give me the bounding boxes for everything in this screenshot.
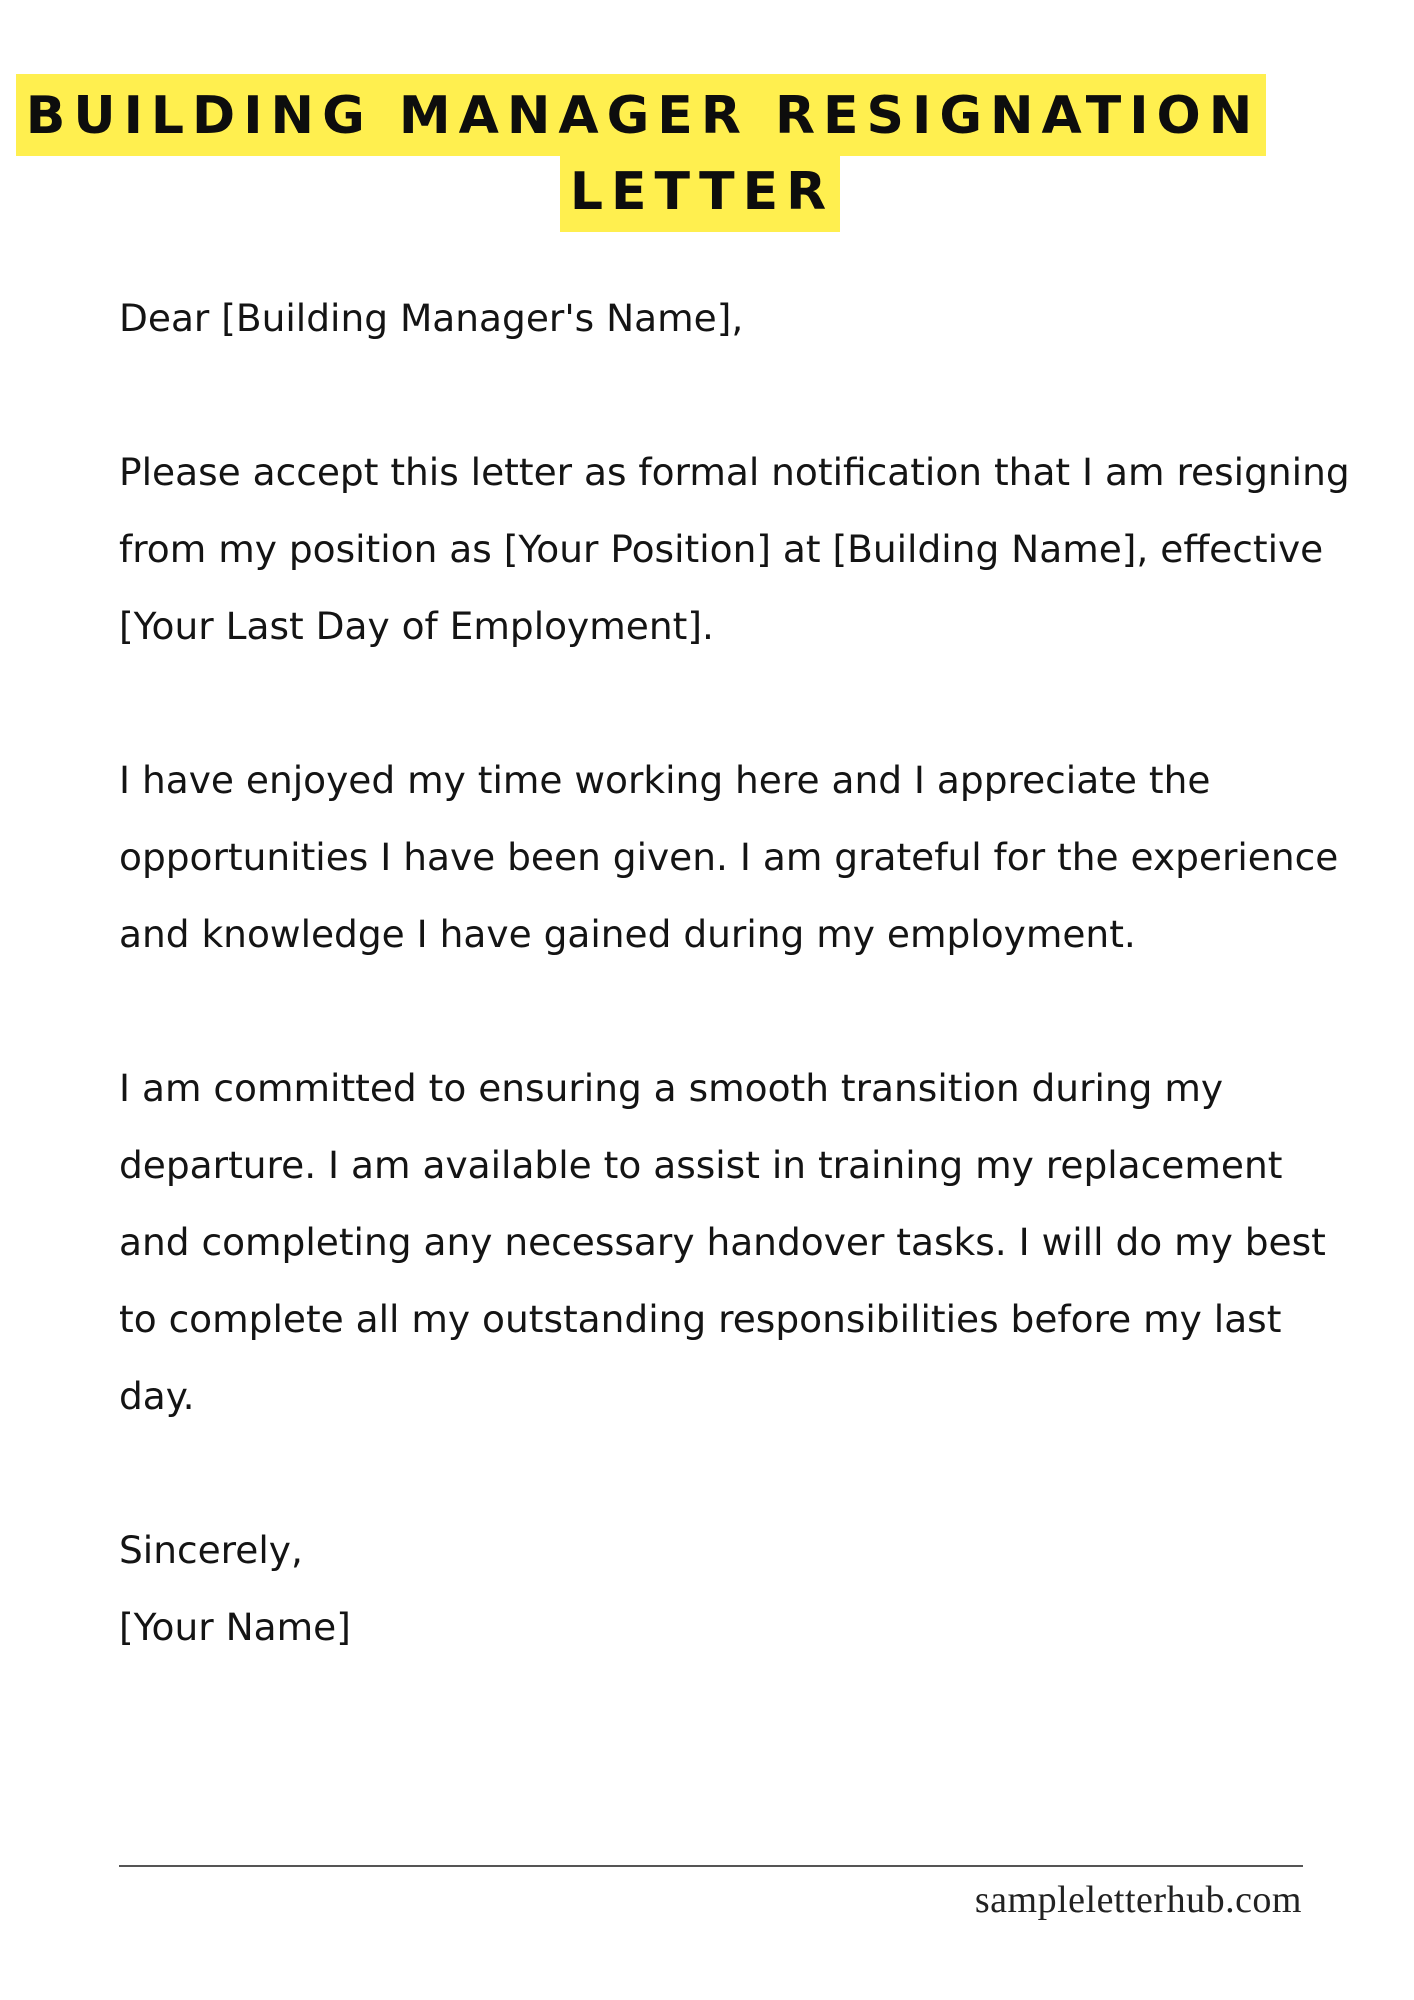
title-line-2: LETTER [560, 150, 840, 232]
letter-paragraph-1: Please accept this letter as formal notification that I am resigning from my position as [Your Position] at [Building Name], effective [Your Last Day of Employment]. [119, 450, 1350, 648]
letter-signature: [Your Name] [119, 1605, 351, 1649]
letter-paragraph-2: I have enjoyed my time working here and I appreciate the opportunities I have been given. I am grateful for the experience and knowledge I have gained during my employment. [119, 758, 1339, 956]
title-line-1: BUILDING MANAGER RESIGNATION [16, 74, 1267, 156]
footer-divider [119, 1865, 1303, 1867]
footer-site-name: sampleletterhub.com [974, 1879, 1302, 1921]
letter-closing: Sincerely, [119, 1528, 303, 1572]
letter-paragraph-3: I am committed to ensuring a smooth transition during my departure. I am available to assist in training my replacement and completing any necessary handover tasks. I will do my best to complete all my outstanding responsibilities before my last day. [119, 1066, 1326, 1418]
letter-body [119, 280, 1359, 1666]
letter-greeting: Dear [Building Manager's Name], [119, 296, 744, 340]
letter-title [0, 74, 1414, 232]
